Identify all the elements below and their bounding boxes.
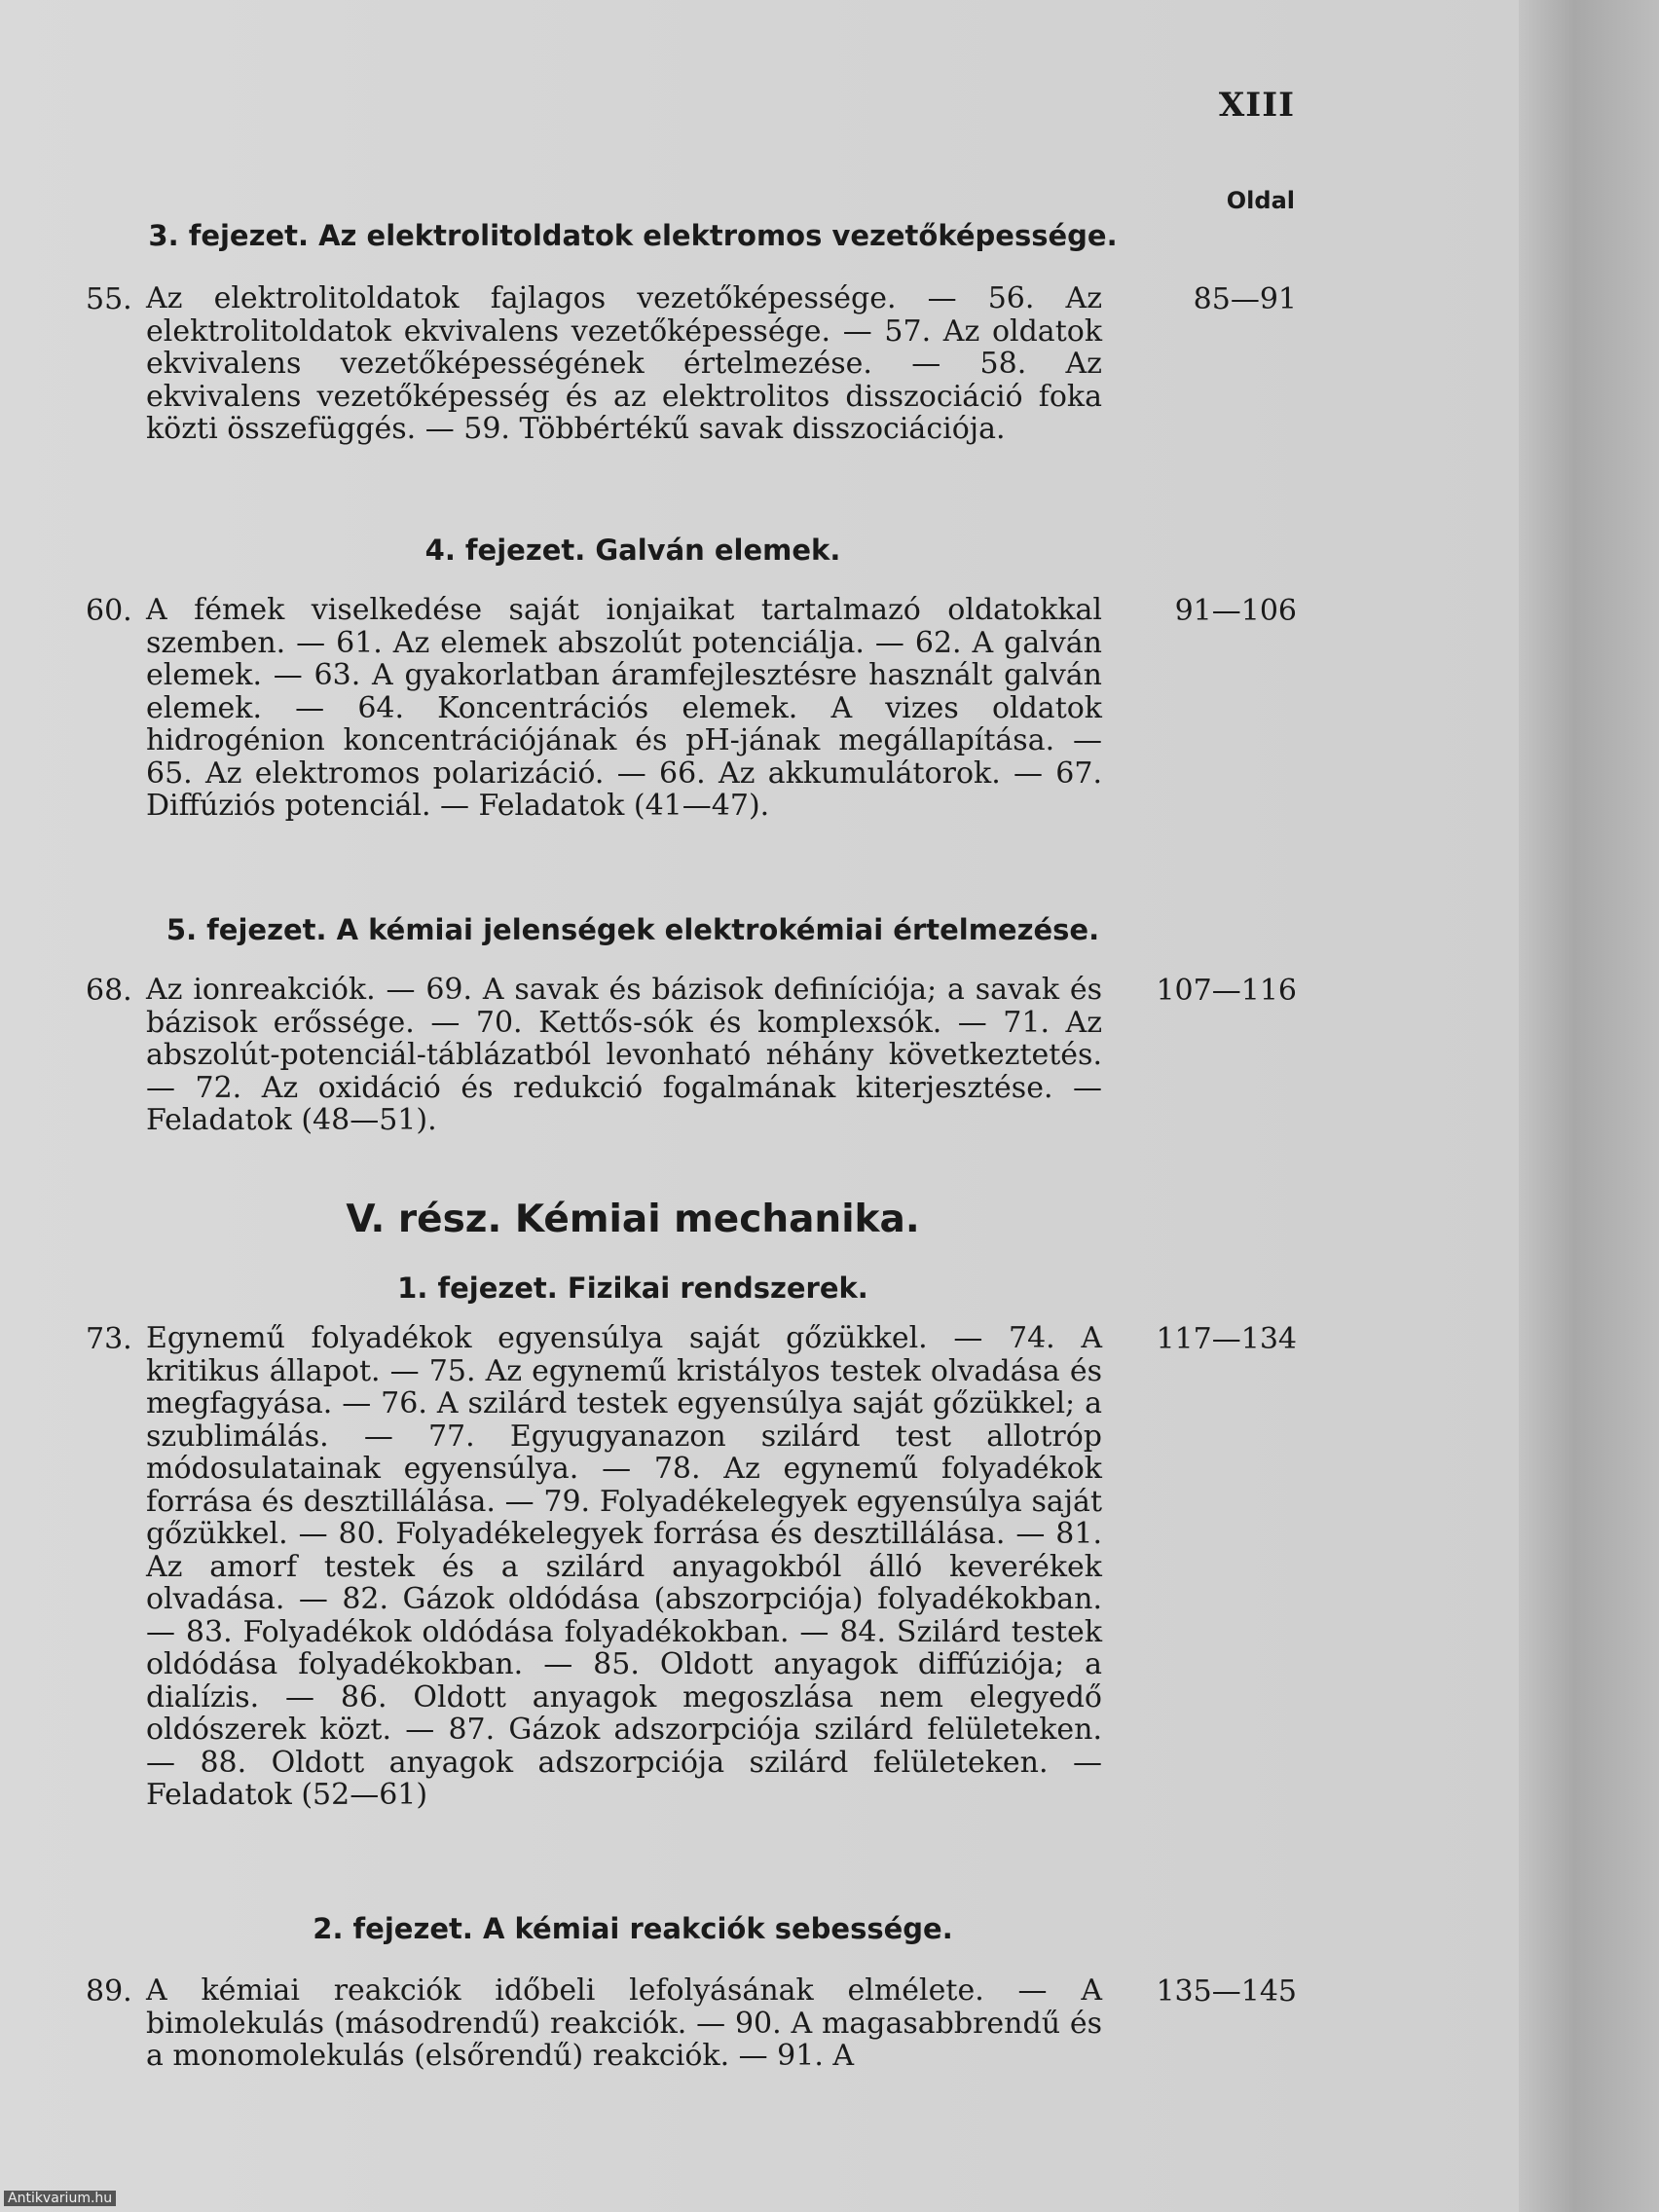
entry-pages: 117—134 — [1156, 1322, 1297, 1356]
page-number: XIII — [1218, 86, 1295, 125]
chapter-heading: 1. fejezet. Fizikai rendszerek. — [397, 1272, 868, 1305]
chapter-heading: 4. fejezet. Galván elemek. — [424, 534, 841, 567]
entry-text: A fémek viselkedése saját ionjaikat tartalmazó oldatokkal szemben. — 61. Az elemek abszolút potenciálja. — 62. A galván elemek. — 63. A gyakorlatban áramfejlesztésre használt galván elemek. — 64. Koncentrációs elemek. A vizes oldatok hidrogénion koncentrációjának és pH-jának megállapítása. — 65. Az elektromos polarizáció. — 66. Az akkumulátorok. — 67. Diffúziós potenciál. — Feladatok (41—47). — [146, 593, 1102, 823]
chapter-heading: 3. fejezet. Az elektrolitoldatok elektromos vezetőképessége. — [148, 219, 1118, 252]
entry-pages: 107—116 — [1156, 974, 1297, 1008]
entry-pages: 135—145 — [1156, 1974, 1297, 2009]
adjacent-page-edge — [1519, 0, 1659, 2212]
entry-number: 68. — [86, 974, 132, 1008]
entry-text: A kémiai reakciók időbeli lefolyásának elmélete. — A bimolekulás (másodrendű) reakciók. — 90. A magasabbrendű és a monomolekulás (elsőrendű) reakciók. — 91. A — [146, 1973, 1102, 2073]
entry-number: 55. — [86, 282, 132, 316]
chapter-heading: 2. fejezet. A kémiai reakciók sebessége. — [313, 1912, 953, 1945]
chapter-heading: 5. fejezet. A kémiai jelenségek elektrokémiai értelmezése. — [166, 913, 1100, 946]
entry-text: Az ionreakciók. — 69. A savak és bázisok definíciója; a savak és bázisok erőssége. — 70. Kettős-sók és komplexsók. — 71. Az abszolút-potenciál-táblázatból levonható néhány következtetés. — 72. Az oxidáció és redukció fogalmának kiterjesztése. — Feladatok (48—51). — [146, 973, 1102, 1137]
entry-text: Az elektrolitoldatok fajlagos vezetőképessége. — 56. Az elektrolitoldatok ekvivalens vezetőképessége. — 57. Az oldatok ekvivalens vezetőképességének értelmezése. — 58. Az ekvivalens vezetőképesség és az elektrolitos disszociáció foka közti összefüggés. — 59. Többértékű savak disszociációja. — [146, 281, 1102, 446]
entry-number: 60. — [86, 594, 132, 628]
watermark: Antikvarium.hu — [4, 2191, 116, 2206]
entry-text: Egynemű folyadékok egyensúlya saját gőzükkel. — 74. A kritikus állapot. — 75. Az egynemű kristályos testek olvadása és megfagyása. — 76. A szilárd testek egyensúlya saját gőzükkel; a szublimálás. — 77. Egyugyanazon szilárd test allotróp módosulatainak egyensúlya. — 78. Az egynemű folyadékok forrása és desztillálása. — 79. Folyadékelegyek egyensúlya saját gőzükkel. — 80. Folyadékelegyek forrása és desztillálása. — 81. Az amorf testek és a szilárd anyagokból álló keverékek olvadása. — 82. Gázok oldódása (abszorpciója) folyadékokban. — 83. Folyadékok oldódása folyadékokban. — 84. Szilárd testek oldódása folyadékokban. — 85. Oldott anyagok diffúziója; a dialízis. — 86. Oldott anyagok megoszlása nem elegyedő oldószerek közt. — 87. Gázok adszorpciója szilárd felületeken. — 88. Oldott anyagok adszorpciója szilárd felületeken. — Feladatok (52—61) — [146, 1321, 1102, 1812]
part-title: V. rész. Kémiai mechanika. — [346, 1198, 920, 1241]
entry-pages: 85—91 — [1193, 282, 1297, 316]
entry-number: 89. — [86, 1974, 132, 2009]
page-column-label: Oldal — [1226, 187, 1295, 214]
entry-number: 73. — [86, 1322, 132, 1356]
entry-pages: 91—106 — [1174, 594, 1297, 628]
